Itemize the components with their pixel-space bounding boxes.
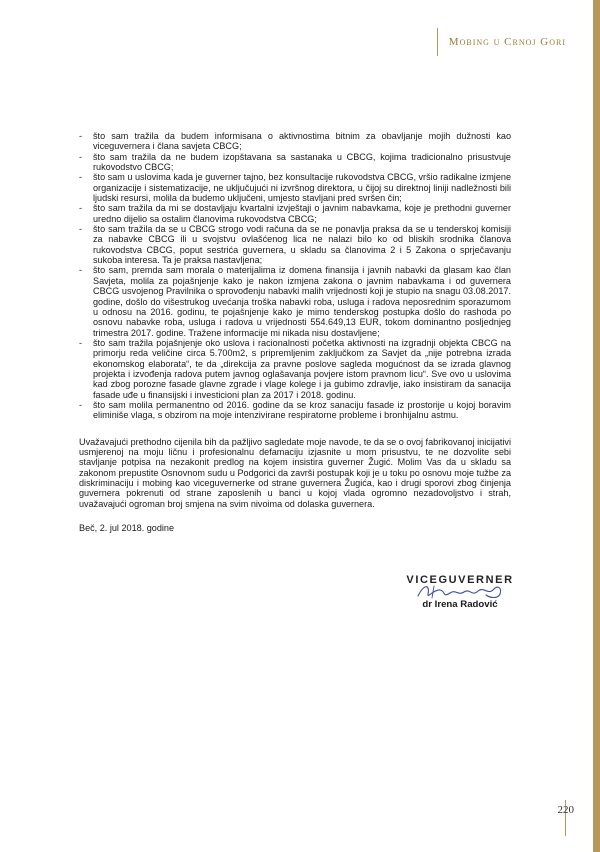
- list-item: - što sam, premda sam morala o materijalima iz domena finansija i javnih nabavki da glasam kao član Savjeta, molila za pojašnjenje kako je nakon izmjena zakona o javnim nabavkama i od guvernera CBCG usvojenog Pravilnika o sprovođenju nabavki malih vrijednosti koji je stupio na snagu 03.08.2017. godine, došlo do višestrukog uvećanja troška nabavki roba, usluga i radova neposrednim sporazumom u odnosu na 2016. godinu, te pojašnjenje kako je mimo tenderskog postupka došlo do rashoda po osnovu nabavke roba, usluga i radova u vrijednosti 554.649,13 EUR, tokom dominantno posljednjeg trimestra 2017. godine. Tražene informacije mi nikada nisu dostavljene;: [79, 265, 511, 338]
- place-date: Beč, 2. jul 2018. godine: [79, 523, 175, 534]
- list-item: - što sam tražila pojašnjenje oko uslova i racionalnosti početka aktivnosti na izgradnji objekta CBCG na primorju reda veličine circa 5.700m2, s pripremljenim zaključkom za Savjet da „nije potrebna izrada ekonomskog elaborata“, te da „direkcija za pravne poslove sagleda mogućnost da se izrada glavnog projekta i izvođenja radova putem javnog oglašavanja povjere istom pravnom licu“. Sve ovo u uslovima kad zbog porozne fasade glavne zgrade i vlage kolege i ja gubimo zdravlje, iako insistiram da sanacija fasade uđe u finansijski i investicioni plan za 2017 i 2018. godinu.: [79, 337, 511, 400]
- list-item: - što sam molila permanentno od 2016. godine da se kroz sanaciju fasade iz prostorije u kojoj boravim eliminiše vlaga, s obzirom na moje intenzivirane respiratorne probleme i bronhijalnu astmu.: [79, 399, 511, 421]
- complaint-list: [79, 131, 511, 421]
- closing-paragraph: Uvažavajući prethodno cijenila bih da pažljivo sagledate moje navode, te da se o ovoj fabrikovanoj inicijativi usmjerenoj na moju ličnu i profesionalnu defamaciju izjasnite u mom prisustvu, te ne dozvolite sebi stavljanje potpisa na nezakonit predlog na kojem insistira guverner Žugić. Molim Vas da u skladu sa zakonom prepustite Osnovnom sudu u Podgorici da završi postupak koji je u toku po osnovu moje tužbe za diskriminaciju i mobing kao viceguvernerke od strane guvernera Žugića, kao i drugi sporovi zbog činjenja guvernera pokrenuti od strane zaposlenih u banci u kojoj vlada ogromno nezadovoljstvo i strah, uvažavajući ogroman broj smjena na svim nivoima od dolaska guvernera.: [79, 436, 511, 509]
- body-text: [79, 131, 511, 533]
- header-divider: [437, 28, 438, 56]
- signature-block: [405, 574, 515, 610]
- page-number: 220: [557, 804, 574, 816]
- running-header: [445, 28, 566, 58]
- signature-title: VICEGUVERNER: [406, 574, 514, 586]
- list-item: - što sam tražila da se u CBCG strogo vodi računa da se ne ponavlja praksa da se u tenderskoj komisiji za nabavke CBCG ili u svojstvu ovlašćenog lica ne nalazi bilo ko od bliskih srodnika članova rukovodstva CBCG, poput sestrića guvernera, u skladu sa članovima 2 i 5 Zakona o sprječavanju sukoba interesa. Ta je praksa nastavljena;: [79, 224, 511, 266]
- list-item: - što sam tražila da mi se dostavljaju kvartalni izvještaji o javnim nabavkama, koje je prethodni guverner uredno dijelio sa ostalim članovima rukovodstva CBCG;: [79, 203, 511, 224]
- page-edge-bar: [593, 0, 600, 852]
- list-item: - što sam tražila da ne budem izopštavana sa sastanaka u CBCG, kojima tradicionalno prisustvuje rukovodstvo CBCG;: [79, 151, 511, 173]
- signatory-name: dr Irena Radović: [422, 599, 498, 610]
- list-item: - što sam u uslovima kada je guverner tajno, bez konsultacije rukovodstva CBCG, vršio radikalne izmjene organizacije i sistematizacije, ne uključujući ni izvršnog direktora, u čijoj su direktnoj liniji nadležnosti bili ljudski resursi, molila da budemo uključeni, umjesto stavljani pred svršen čin;: [79, 172, 512, 204]
- header-title: Mobing u Crnoj Gori: [448, 36, 566, 48]
- list-item: - što sam tražila da budem informisana o aktivnostima bitnim za obavljanje mojih dužnosti kao viceguvernera i člana savjeta CBCG;: [79, 131, 511, 152]
